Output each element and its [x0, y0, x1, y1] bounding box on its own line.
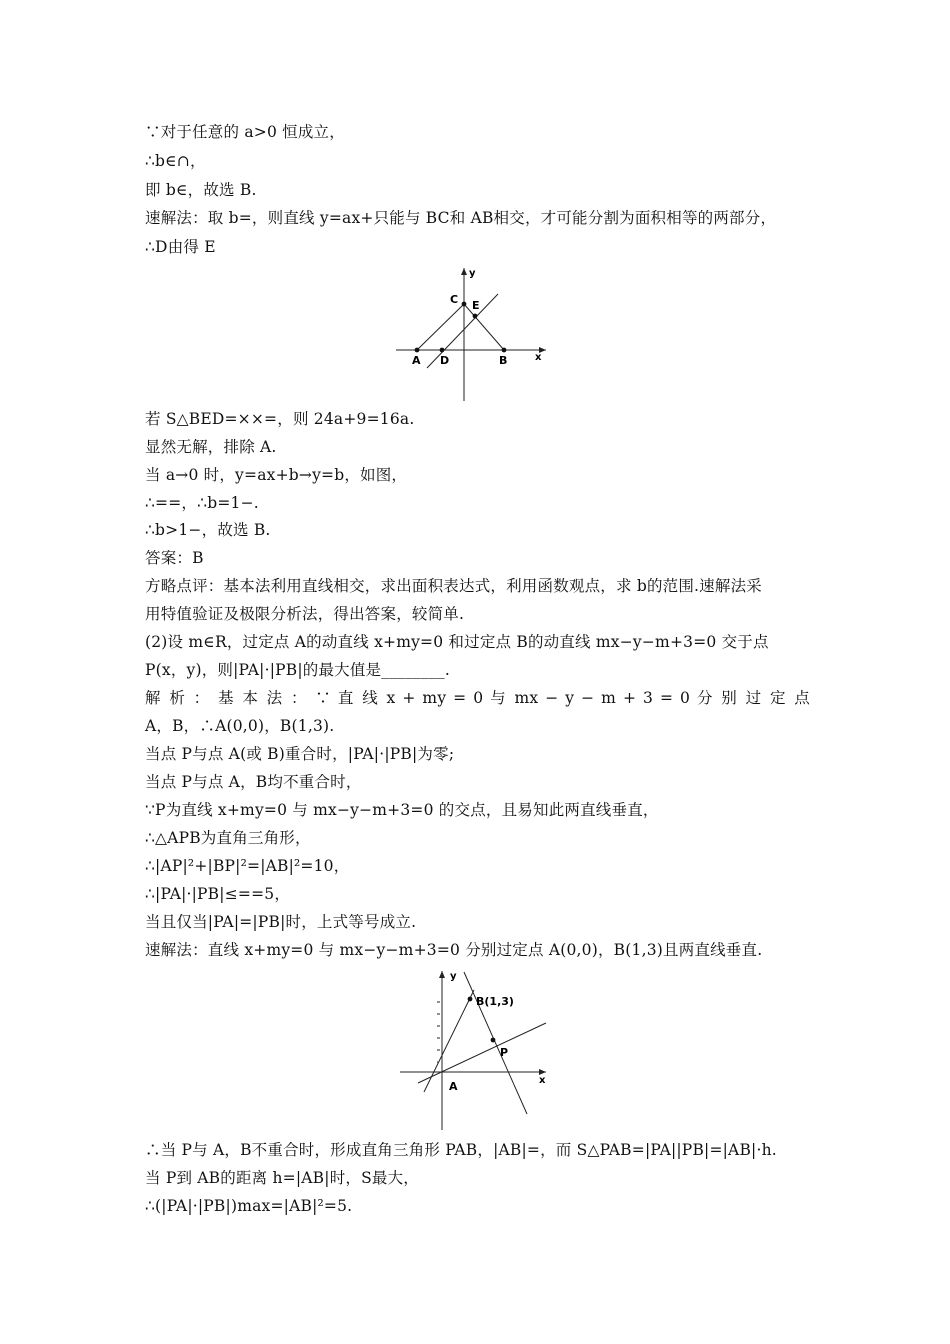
text-line: ∴|PA|·|PB|≤==5， [145, 885, 291, 903]
y-axis-label: y [469, 268, 476, 279]
y-axis-label: y [450, 971, 457, 982]
text-line: 当 P到 AB的距离 h=|AB|时，S最大， [145, 1169, 420, 1187]
text-line: 若 S△BED=××=，则 24a+9=16a. [145, 410, 415, 428]
text-line: 解 析 ： 基 本 法 ： ∵ 直 线 x + my = 0 与 mx − y − m + 3 = 0 分 别 过 定 点 [145, 689, 810, 707]
text-line: ∴(|PA|·|PB|)max=|AB|²=5. [145, 1197, 353, 1215]
text-line: 方略点评：基本法利用直线相交，求出面积表达式，利用函数观点，求 b的范围.速解法采 [145, 577, 762, 595]
text-line: ∴△APB为直角三角形， [145, 829, 311, 847]
text-line: 当点 P与点 A，B均不重合时， [145, 773, 362, 791]
point-label-a: A [449, 1080, 458, 1093]
text-line: P(x，y)，则|PA|·|PB|的最大值是________. [145, 661, 450, 679]
text-line: ∴|AP|²+|BP|²=|AB|²=10， [145, 857, 350, 875]
x-axis-label: x [539, 1075, 546, 1086]
text-line: ∴b>1−，故选 B. [145, 521, 271, 539]
text-line: ∴==，∴b=1−. [145, 494, 259, 512]
perpendicular-lines-figure [396, 966, 552, 1134]
point-label-b: B [499, 354, 508, 367]
x-axis-label: x [535, 352, 542, 363]
text-line: 当 a→0 时，y=ax+b→y=b，如图， [145, 466, 408, 484]
text-line: 当且仅当|PA|=|PB|时，上式等号成立. [145, 913, 417, 931]
point-label-d: D [440, 354, 450, 367]
text-line: 速解法：直线 x+my=0 与 mx−y−m+3=0 分别过定点 A(0,0)，B(1,3)且两直线垂直. [145, 941, 763, 959]
point-label-a: A [412, 354, 421, 367]
text-line: ∵对于任意的 a>0 恒成立， [145, 123, 345, 141]
text-line: 即 b∈，故选 B. [145, 181, 257, 199]
text-line: 速解法：取 b=，则直线 y=ax+只能与 BC和 AB相交，才可能分割为面积相等的两部分， [145, 209, 777, 227]
text-line: 用特值验证及极限分析法，得出答案，较简单. [145, 605, 465, 623]
text-line: (2)设 m∈R，过定点 A的动直线 x+my=0 和过定点 B的动直线 mx−y−m+3=0 交于点 [145, 633, 769, 651]
triangle-figure [392, 262, 552, 404]
text-line: ∴D由得 E [145, 238, 216, 256]
text-line: ∴当 P与 A，B不重合时，形成直角三角形 PAB，|AB|=，而 S△PAB=|PA||PB|=|AB|·h. [145, 1141, 777, 1159]
text-line: 答案：B [145, 549, 204, 567]
text-line: A，B，∴A(0,0)，B(1,3). [145, 717, 335, 735]
point-label-p: P [500, 1046, 509, 1059]
text-line: 当点 P与点 A(或 B)重合时，|PA|·|PB|为零; [145, 745, 455, 763]
text-line: ∴b∈∩， [145, 152, 206, 170]
text-line: 显然无解，排除 A. [145, 438, 277, 456]
point-label-e: E [472, 299, 480, 312]
point-label-b: B(1,3) [476, 995, 514, 1008]
point-label-c: C [450, 293, 459, 306]
text-line: ∵P为直线 x+my=0 与 mx−y−m+3=0 的交点，且易知此两直线垂直， [145, 801, 659, 819]
